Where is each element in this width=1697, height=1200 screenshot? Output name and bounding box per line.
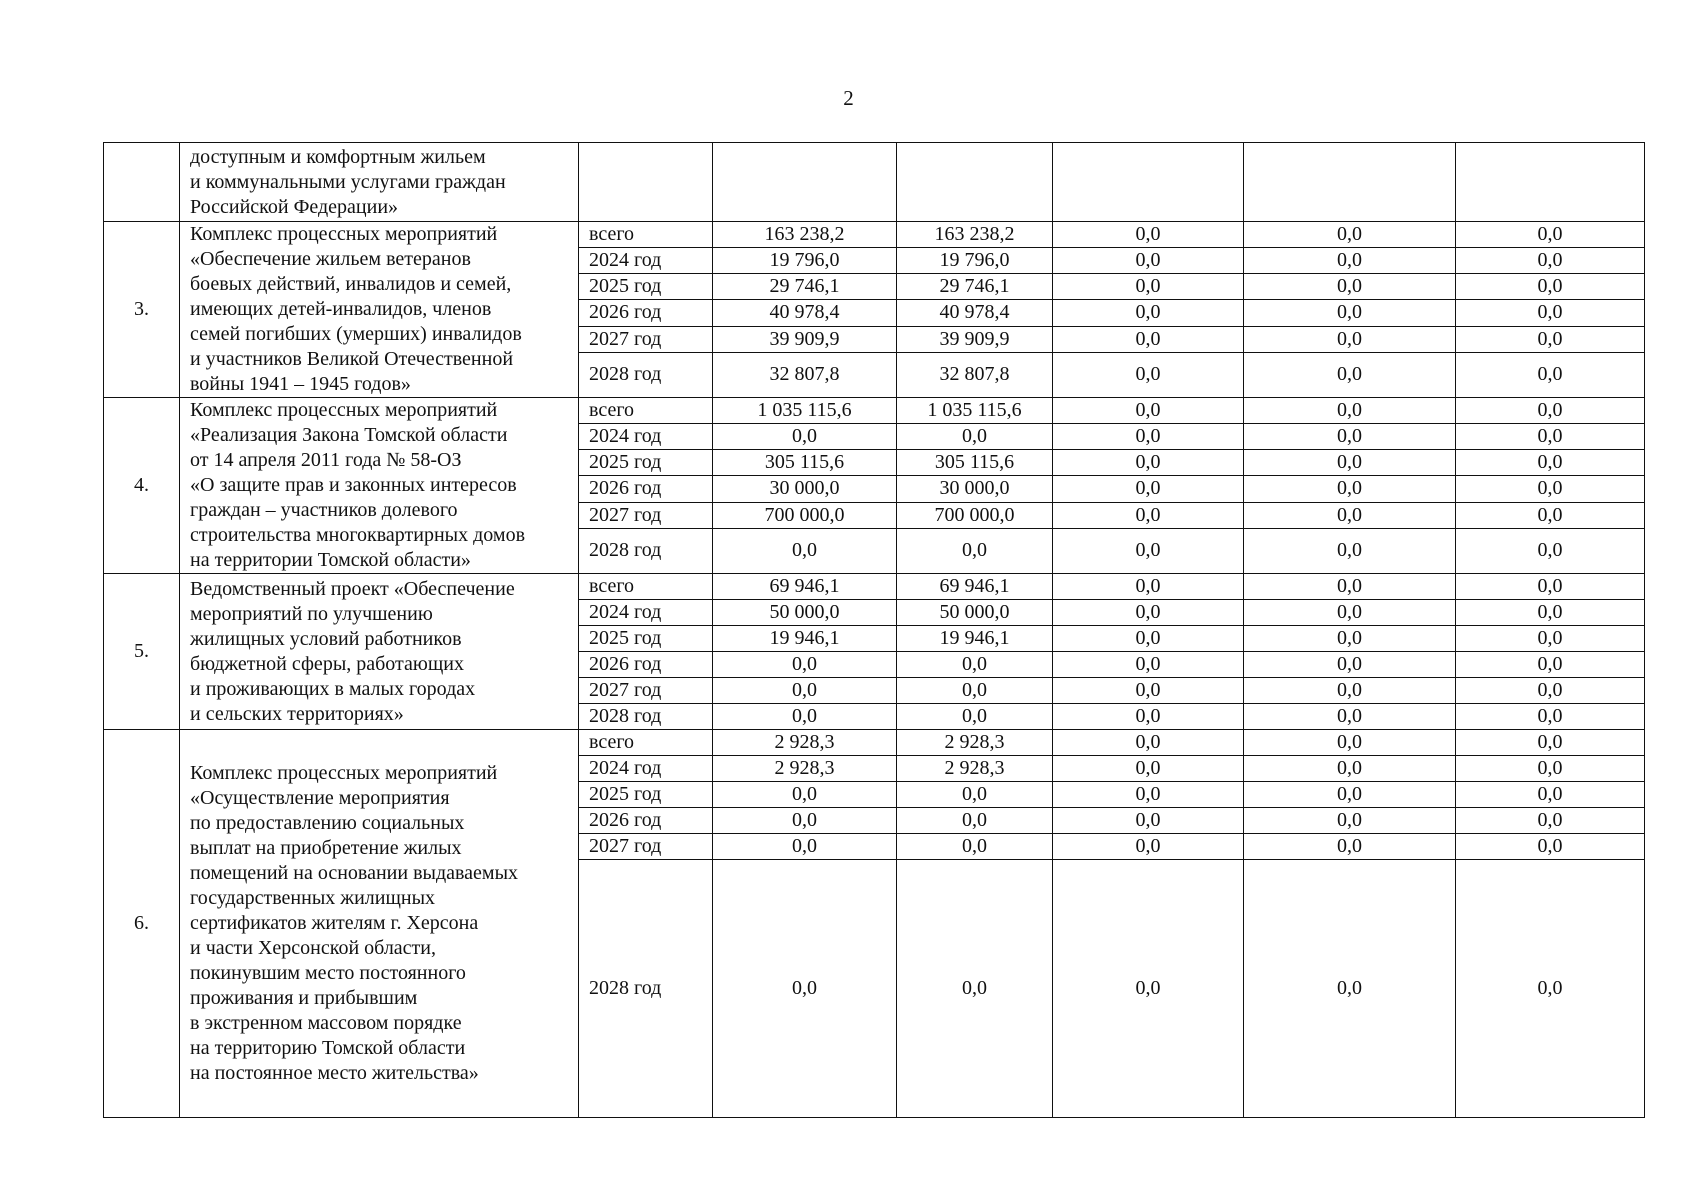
federal-budget-cell: 0,0 xyxy=(1053,756,1244,782)
extrabudgetary-cell: 0,0 xyxy=(1456,450,1645,476)
extrabudgetary-cell: 0,0 xyxy=(1456,326,1645,352)
federal-budget-cell: 0,0 xyxy=(1053,834,1244,860)
regional-budget-cell: 19 946,1 xyxy=(897,626,1053,652)
local-budget-cell: 0,0 xyxy=(1244,704,1456,730)
total-cell: 2 928,3 xyxy=(713,730,897,756)
row-number-cell: 5. xyxy=(104,574,180,730)
extrabudgetary-cell: 0,0 xyxy=(1456,248,1645,274)
local-budget-cell: 0,0 xyxy=(1244,808,1456,834)
regional-budget-cell: 0,0 xyxy=(897,704,1053,730)
federal-budget-cell: 0,0 xyxy=(1053,860,1244,1118)
federal-budget-cell: 0,0 xyxy=(1053,652,1244,678)
federal-budget-cell: 0,0 xyxy=(1053,704,1244,730)
period-cell: 2028 год xyxy=(579,704,713,730)
table-row xyxy=(104,222,1645,248)
extrabudgetary-cell: 0,0 xyxy=(1456,528,1645,573)
regional-budget-cell: 305 115,6 xyxy=(897,450,1053,476)
period-cell: 2025 год xyxy=(579,450,713,476)
local-budget-cell: 0,0 xyxy=(1244,326,1456,352)
local-budget-cell: 0,0 xyxy=(1244,626,1456,652)
empty-cell xyxy=(897,143,1053,222)
federal-budget-cell: 0,0 xyxy=(1053,626,1244,652)
empty-cell xyxy=(713,143,897,222)
event-name-cell: Ведомственный проект «Обеспечение мероприятий по улучшению жилищных условий работников бюджетной сферы, работающих и проживающих в малых городах и сельских территориях» xyxy=(180,574,579,730)
federal-budget-cell: 0,0 xyxy=(1053,528,1244,573)
page-number: 2 xyxy=(843,86,854,110)
federal-budget-cell: 0,0 xyxy=(1053,476,1244,502)
event-name-cell: Комплекс процессных мероприятий «Реализация Закона Томской области от 14 апреля 2011 года № 58-ОЗ «О защите прав и законных интересов граждан – участников долевого строительства многоквартирных домов на территории Томской области» xyxy=(180,398,579,574)
regional-budget-cell: 700 000,0 xyxy=(897,502,1053,528)
period-cell: 2024 год xyxy=(579,248,713,274)
federal-budget-cell: 0,0 xyxy=(1053,678,1244,704)
total-cell: 0,0 xyxy=(713,808,897,834)
local-budget-cell: 0,0 xyxy=(1244,834,1456,860)
local-budget-cell: 0,0 xyxy=(1244,678,1456,704)
period-cell: 2025 год xyxy=(579,626,713,652)
table-row xyxy=(104,398,1645,424)
period-cell: 2028 год xyxy=(579,352,713,397)
federal-budget-cell: 0,0 xyxy=(1053,398,1244,424)
local-budget-cell: 0,0 xyxy=(1244,502,1456,528)
federal-budget-cell: 0,0 xyxy=(1053,574,1244,600)
regional-budget-cell: 0,0 xyxy=(897,678,1053,704)
period-cell: 2026 год xyxy=(579,300,713,326)
extrabudgetary-cell: 0,0 xyxy=(1456,352,1645,397)
extrabudgetary-cell: 0,0 xyxy=(1456,808,1645,834)
event-name-cell: доступным и комфортным жильем и коммунальными услугами граждан Российской Федерации» xyxy=(180,143,579,222)
total-cell: 163 238,2 xyxy=(713,222,897,248)
period-cell: 2027 год xyxy=(579,834,713,860)
local-budget-cell: 0,0 xyxy=(1244,860,1456,1118)
local-budget-cell: 0,0 xyxy=(1244,782,1456,808)
federal-budget-cell: 0,0 xyxy=(1053,782,1244,808)
empty-cell xyxy=(1244,143,1456,222)
local-budget-cell: 0,0 xyxy=(1244,730,1456,756)
extrabudgetary-cell: 0,0 xyxy=(1456,834,1645,860)
extrabudgetary-cell: 0,0 xyxy=(1456,730,1645,756)
continuation-row xyxy=(104,143,1645,222)
federal-budget-cell: 0,0 xyxy=(1053,808,1244,834)
period-cell: всего xyxy=(579,574,713,600)
local-budget-cell: 0,0 xyxy=(1244,300,1456,326)
extrabudgetary-cell: 0,0 xyxy=(1456,678,1645,704)
total-cell: 700 000,0 xyxy=(713,502,897,528)
federal-budget-cell: 0,0 xyxy=(1053,600,1244,626)
federal-budget-cell: 0,0 xyxy=(1053,730,1244,756)
row-number-cell: 6. xyxy=(104,730,180,1118)
total-cell: 29 746,1 xyxy=(713,274,897,300)
total-cell: 50 000,0 xyxy=(713,600,897,626)
period-cell: 2024 год xyxy=(579,756,713,782)
extrabudgetary-cell: 0,0 xyxy=(1456,652,1645,678)
event-name-cell: Комплекс процессных мероприятий «Осуществление мероприятия по предоставлению социальных выплат на приобретение жилых помещений на основании выдаваемых государственных жилищных сертификатов жителям г. Херсона и части Херсонской области, покинувшим место постоянного проживания и прибывшим в экстренном массовом порядке на территорию Томской области на постоянное место жительства» xyxy=(180,730,579,1118)
local-budget-cell: 0,0 xyxy=(1244,424,1456,450)
empty-cell xyxy=(1053,143,1244,222)
total-cell: 19 946,1 xyxy=(713,626,897,652)
period-cell: 2028 год xyxy=(579,528,713,573)
regional-budget-cell: 0,0 xyxy=(897,782,1053,808)
federal-budget-cell: 0,0 xyxy=(1053,502,1244,528)
regional-budget-cell: 163 238,2 xyxy=(897,222,1053,248)
local-budget-cell: 0,0 xyxy=(1244,248,1456,274)
federal-budget-cell: 0,0 xyxy=(1053,300,1244,326)
period-cell: 2024 год xyxy=(579,600,713,626)
regional-budget-cell: 69 946,1 xyxy=(897,574,1053,600)
extrabudgetary-cell: 0,0 xyxy=(1456,398,1645,424)
regional-budget-cell: 0,0 xyxy=(897,528,1053,573)
total-cell: 19 796,0 xyxy=(713,248,897,274)
period-cell: 2027 год xyxy=(579,502,713,528)
federal-budget-cell: 0,0 xyxy=(1053,248,1244,274)
total-cell: 40 978,4 xyxy=(713,300,897,326)
extrabudgetary-cell: 0,0 xyxy=(1456,782,1645,808)
extrabudgetary-cell: 0,0 xyxy=(1456,704,1645,730)
period-cell: 2024 год xyxy=(579,424,713,450)
regional-budget-cell: 0,0 xyxy=(897,834,1053,860)
total-cell: 0,0 xyxy=(713,528,897,573)
row-number-cell xyxy=(104,143,180,222)
regional-budget-cell: 2 928,3 xyxy=(897,756,1053,782)
table-row xyxy=(104,574,1645,600)
period-cell: 2028 год xyxy=(579,860,713,1118)
local-budget-cell: 0,0 xyxy=(1244,756,1456,782)
table-row xyxy=(104,730,1645,756)
extrabudgetary-cell: 0,0 xyxy=(1456,502,1645,528)
local-budget-cell: 0,0 xyxy=(1244,222,1456,248)
extrabudgetary-cell: 0,0 xyxy=(1456,860,1645,1118)
regional-budget-cell: 40 978,4 xyxy=(897,300,1053,326)
regional-budget-cell: 19 796,0 xyxy=(897,248,1053,274)
local-budget-cell: 0,0 xyxy=(1244,600,1456,626)
period-cell: 2027 год xyxy=(579,326,713,352)
extrabudgetary-cell: 0,0 xyxy=(1456,424,1645,450)
extrabudgetary-cell: 0,0 xyxy=(1456,222,1645,248)
extrabudgetary-cell: 0,0 xyxy=(1456,300,1645,326)
total-cell: 0,0 xyxy=(713,704,897,730)
empty-cell xyxy=(579,143,713,222)
regional-budget-cell: 0,0 xyxy=(897,860,1053,1118)
extrabudgetary-cell: 0,0 xyxy=(1456,756,1645,782)
total-cell: 0,0 xyxy=(713,424,897,450)
total-cell: 0,0 xyxy=(713,860,897,1118)
local-budget-cell: 0,0 xyxy=(1244,274,1456,300)
extrabudgetary-cell: 0,0 xyxy=(1456,626,1645,652)
total-cell: 0,0 xyxy=(713,652,897,678)
regional-budget-cell: 50 000,0 xyxy=(897,600,1053,626)
total-cell: 0,0 xyxy=(713,782,897,808)
period-cell: 2025 год xyxy=(579,782,713,808)
total-cell: 32 807,8 xyxy=(713,352,897,397)
local-budget-cell: 0,0 xyxy=(1244,398,1456,424)
extrabudgetary-cell: 0,0 xyxy=(1456,274,1645,300)
empty-cell xyxy=(1456,143,1645,222)
total-cell: 69 946,1 xyxy=(713,574,897,600)
period-cell: 2026 год xyxy=(579,652,713,678)
federal-budget-cell: 0,0 xyxy=(1053,222,1244,248)
federal-budget-cell: 0,0 xyxy=(1053,450,1244,476)
local-budget-cell: 0,0 xyxy=(1244,574,1456,600)
federal-budget-cell: 0,0 xyxy=(1053,352,1244,397)
regional-budget-cell: 32 807,8 xyxy=(897,352,1053,397)
extrabudgetary-cell: 0,0 xyxy=(1456,600,1645,626)
local-budget-cell: 0,0 xyxy=(1244,528,1456,573)
federal-budget-cell: 0,0 xyxy=(1053,424,1244,450)
regional-budget-cell: 2 928,3 xyxy=(897,730,1053,756)
local-budget-cell: 0,0 xyxy=(1244,476,1456,502)
federal-budget-cell: 0,0 xyxy=(1053,326,1244,352)
total-cell: 0,0 xyxy=(713,834,897,860)
local-budget-cell: 0,0 xyxy=(1244,352,1456,397)
total-cell: 0,0 xyxy=(713,678,897,704)
local-budget-cell: 0,0 xyxy=(1244,652,1456,678)
row-number-cell: 3. xyxy=(104,222,180,398)
total-cell: 39 909,9 xyxy=(713,326,897,352)
period-cell: 2025 год xyxy=(579,274,713,300)
regional-budget-cell: 1 035 115,6 xyxy=(897,398,1053,424)
regional-budget-cell: 29 746,1 xyxy=(897,274,1053,300)
period-cell: всего xyxy=(579,222,713,248)
total-cell: 30 000,0 xyxy=(713,476,897,502)
period-cell: 2026 год xyxy=(579,808,713,834)
extrabudgetary-cell: 0,0 xyxy=(1456,574,1645,600)
period-cell: всего xyxy=(579,398,713,424)
regional-budget-cell: 0,0 xyxy=(897,808,1053,834)
regional-budget-cell: 30 000,0 xyxy=(897,476,1053,502)
row-number-cell: 4. xyxy=(104,398,180,574)
regional-budget-cell: 0,0 xyxy=(897,652,1053,678)
extrabudgetary-cell: 0,0 xyxy=(1456,476,1645,502)
period-cell: всего xyxy=(579,730,713,756)
period-cell: 2027 год xyxy=(579,678,713,704)
regional-budget-cell: 0,0 xyxy=(897,424,1053,450)
budget-table xyxy=(103,142,1645,1118)
regional-budget-cell: 39 909,9 xyxy=(897,326,1053,352)
total-cell: 1 035 115,6 xyxy=(713,398,897,424)
event-name-cell: Комплекс процессных мероприятий «Обеспечение жильем ветеранов боевых действий, инвалидов и семей, имеющих детей-инвалидов, членов семей погибших (умерших) инвалидов и участников Великой Отечественной войны 1941 – 1945 годов» xyxy=(180,222,579,398)
local-budget-cell: 0,0 xyxy=(1244,450,1456,476)
total-cell: 305 115,6 xyxy=(713,450,897,476)
period-cell: 2026 год xyxy=(579,476,713,502)
federal-budget-cell: 0,0 xyxy=(1053,274,1244,300)
total-cell: 2 928,3 xyxy=(713,756,897,782)
